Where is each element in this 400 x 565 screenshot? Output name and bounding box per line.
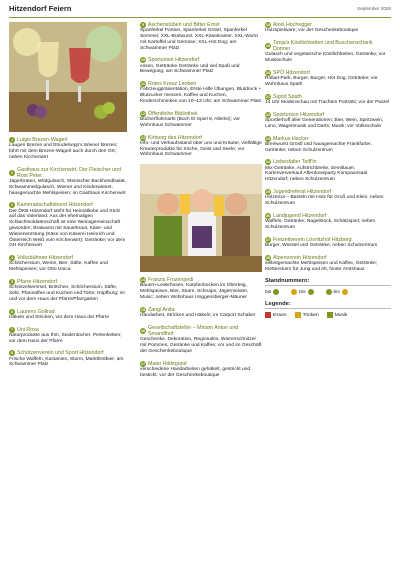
vendor-description: Fahrzeugpräsentation, Erste Hilfe Übungen, Blutdruck + Blutzucker messen, Kaffee und Kuchen, Kinderschminken von 10–13 Uhr; am Schwammer Platz xyxy=(140,87,262,104)
vendor-entry xyxy=(140,22,262,51)
stand-number-badge: 5 xyxy=(10,279,14,284)
vendor-entry xyxy=(9,279,127,303)
stand-number-badge: 12 xyxy=(140,111,146,116)
wine-glasses-photo xyxy=(9,22,127,132)
stand-number-badge: 11 xyxy=(140,82,145,87)
vendor-title-text: Rotes Kreuz Leoben xyxy=(148,81,197,88)
vendor-description: Spanferkel Portion, Spanferkel Gröstl, Spanferkel Semmel, XXL-Bratwurst, XXL-Käsekrainer, XXL-Wurst mit Kartoffel und Gemüse; XXL-Hot Dog; am Schwammer Platz xyxy=(140,28,258,51)
vendor-title-text: Jugendreferat Hitzendorf xyxy=(273,188,332,195)
vendor-description: Rollad-Park, Burger, Burger, Hot Dog, Getränke; vor Wohnhaus Spath xyxy=(265,76,378,87)
vendor-entry xyxy=(265,112,391,130)
stand-number-badge: 8 xyxy=(10,351,14,356)
vendor-title-text: Uni Rosa xyxy=(17,326,39,333)
vendor-description: Breinwurst Gröstl und hausgemachte Frankfurter, Getränke; neben Schulzentrum xyxy=(265,141,372,153)
stand-number-badge: 16 xyxy=(140,328,146,333)
vendor-title-text: Maier Hildegund xyxy=(148,360,187,367)
column-1 xyxy=(9,22,127,557)
legend-musik: Musik xyxy=(334,312,348,318)
vendor-description: Mix-Getränke, Aufstrichbreite, Semiltauer, Kartenververkauf Afterdowsparty Kompaunsaal Hitzendorf; neben Schulzentrum xyxy=(265,165,368,183)
vendor-description: Burger, Würstel und Getränke; neben Schulzentrum xyxy=(265,242,378,248)
vendor-entry xyxy=(265,70,391,88)
vendor-description: Bauern-Lederhosen, Karpfenbocken im Oberteig, Mehlspeisen, Bier, Sturm, Schnaps, Jägermeister, Music; neben Wohnhaus Hoggensberger-Mäuner xyxy=(140,283,249,300)
page-date: September 2026 xyxy=(357,6,391,11)
vendor-title-text: Zangl Anita xyxy=(148,306,175,313)
vendor-entry xyxy=(140,111,262,129)
vendor-description: Holzspielware; vor der Geschenkeboutique xyxy=(265,28,359,34)
stand-number-badge: 6 xyxy=(10,309,14,314)
stand-number-badge: 18 xyxy=(265,23,271,27)
vendor-description: verschiedene Handarbeiten gehäkelt, gestrickt und bestickt; vor der Geschenkeboutique xyxy=(140,366,251,378)
vendor-description: Frische Waffeln, Kastanien, Sturm, Marktfestbier; am Schwammer Platz xyxy=(9,356,124,368)
vendor-title-text: Alpenverein Hitzendorf xyxy=(273,254,327,261)
vendor-description: Laugen Brezen und Strudelsepp's Wiener Brezen; führt mit dem Brezen-Wagerl auch durch den Ort; neben Kirchenwirt xyxy=(9,143,118,160)
music-icon xyxy=(327,312,333,318)
vendor-entry xyxy=(265,159,391,183)
stand-number-badge: 17 xyxy=(140,361,146,366)
vendor-description: essen, Gettränke Getränke und viel Spaß und Bewegung; am Schwammer Platz xyxy=(140,63,240,75)
vendor-description: Naturprodukte aus Ihm, Seidentücher, Perlenketten; vor dem Haus der Pfarre xyxy=(9,332,122,344)
vendor-description: Waffeln, Getränke, Nagelstock, Schätzspiel; neben Schulzentrum xyxy=(265,218,376,230)
standnummern-title: Standnummern: xyxy=(265,278,391,286)
vendor-title-text: Franzis Frozenpedi xyxy=(148,277,194,284)
vendor-title-text: Sportunion Hitzendorf xyxy=(273,111,325,118)
stand-number-badge: 21 xyxy=(265,94,271,99)
vendor-entry xyxy=(265,213,391,231)
vendor-description: Der ÖKB Hitzendorf steht für Heimatliebe und Stolz auf das Vaterland. Aus der ehemaligen Schlachtsoldatenschaft ist eine Weinsgemeinschaft geworden; Bratwurst mit Sauerkraut, Käse- und Wienerwürstung (Käse von Käserei Heinrich und Österreich Weiß vom Kirchenwirt); Getränke; vor dem GH Kirchenwirt xyxy=(9,208,126,249)
vendor-title-text: Laurens Gollrad xyxy=(17,308,55,315)
vendor-title xyxy=(140,325,262,337)
stand-number-badge: 23 xyxy=(265,136,271,141)
vendor-entry xyxy=(9,327,127,345)
vendor-description: Jägerbraten, Wildgulasch, Steirischer Backhendlsalat, Schwammerlgulasch, Wiener und Kinderwienet, hausgemachte Mehlspeisen; im Gasthaus Kirchenwirt xyxy=(9,179,126,196)
vendor-description: Handarbeit, Stricken und Häkeln; im Carport Schaber xyxy=(140,312,256,318)
stand-number-badge: 15 xyxy=(140,307,146,312)
vendor-title-text: Gasthaus zur Kirchenwirt, Der Fleischer und Rost Peter xyxy=(17,166,121,179)
vendor-title-text: SPÖ Hitzendorf xyxy=(273,70,310,76)
vendor-title-text: Gesellschaftsteller – Miriam Anton und Smandlhof xyxy=(148,324,239,337)
legend-title: Legende: xyxy=(265,301,391,309)
range-2-label: bis xyxy=(299,289,306,295)
vendor-description: Info- und Verkaufsstand über uns und Kräuter, vielfältige Kräuterprodukte für Küche, Geist und Seele; vor Wohnhaus Schwammer xyxy=(140,140,262,158)
stand-number-badge: 14 xyxy=(140,278,146,283)
stand-number-badge: 25 xyxy=(265,189,271,194)
vendor-title-text: Liebesfalter Teiff'in xyxy=(273,159,317,166)
vendor-title-text: Öffentliche Bibliothek xyxy=(148,110,198,117)
legend-essen: Essen xyxy=(273,312,287,318)
range-1-label: bis xyxy=(265,289,272,295)
standnummern-row xyxy=(265,289,391,295)
stand-number-badge: 10 xyxy=(140,58,146,63)
vendor-description: Holzerixx – Basteln mit Holz für Groß und Klein; neben Schulzentrum xyxy=(265,195,384,206)
vendor-entry xyxy=(140,135,262,159)
vendor-entry xyxy=(140,277,262,301)
vendor-entry xyxy=(9,137,127,161)
vendor-description: Schnitzelsemmel, Brötchen, Schilcherstum, Säfte, Sekt, Pfannaffee und Kuchen und Torte; Hüpfburg; im und vor dem Haus der Pfarre/Pfarrgarten xyxy=(9,285,125,302)
vendor-title-text: Landjugend Hitzendorf xyxy=(273,212,327,219)
vendor-entry xyxy=(265,94,391,106)
yellow-dot-icon xyxy=(342,289,348,295)
vendor-title-text: Alois Hochegger xyxy=(273,22,312,28)
vendor-title-text: Tanja's Köstlichkeiten und Buschenschank Donner xyxy=(273,40,373,53)
page-header xyxy=(9,4,391,18)
vendor-entry xyxy=(140,361,262,379)
stand-number-badge: 19 xyxy=(265,44,271,49)
green-dot-icon xyxy=(326,289,332,295)
green-dot-icon xyxy=(273,289,279,295)
vendor-entry xyxy=(140,325,262,355)
vendor-title xyxy=(9,167,127,179)
column-3 xyxy=(265,22,391,557)
vendor-title-text: Sportunion Hitzendorf xyxy=(148,57,200,64)
vendor-description: Geschenke, Dekoration, Regionales, Wienerschnitzel mit Pommes, Getränke und Kaffee; vor und im Geschäft der Geschenkeboutique xyxy=(140,337,262,354)
vendor-title-text: Sigrid Spath xyxy=(273,93,302,100)
stand-number-badge: 22 xyxy=(265,112,271,117)
vendor-description: Häkeln und Stricken; vor dem Haus der Pfarre xyxy=(9,314,110,320)
vendor-entry xyxy=(9,167,127,197)
vendor-description: Bücherflohmarkt (Buch El Spiel 8, Allerlei); vor Wohnhaus Schwammer xyxy=(140,116,241,128)
vendor-title-text: Markus Hacker xyxy=(273,135,309,142)
vendor-entry xyxy=(9,255,127,273)
vendor-title-text: Kirbung des Hitzendorf xyxy=(148,134,202,141)
legend-trinken: Trinken xyxy=(302,312,319,318)
stand-number-badge: 2 xyxy=(10,170,14,175)
vendor-title-text: Luigis Brezen-Wagerl xyxy=(17,137,68,143)
vendor-title-text: Kameradschaftsbund Hitzendorf xyxy=(17,202,93,209)
vendor-entry xyxy=(140,57,262,75)
vendor-entry xyxy=(140,81,262,105)
vendor-description: Schilcherstum, Weine, Bier, Säfte, Kaffee und Mehlspeisen; vor Otto Unica xyxy=(9,261,108,273)
stand-number-badge: 7 xyxy=(10,327,14,332)
vendor-title-text: Pfarre Hitzendorf xyxy=(17,278,58,285)
vendor-title-text: Volksbühnen Hitzendorf xyxy=(17,255,73,262)
range-3-label: bis xyxy=(333,289,340,295)
oktoberfest-people-photo xyxy=(140,164,262,272)
vendor-entry xyxy=(9,350,127,368)
stand-number-badge: 28 xyxy=(265,255,271,260)
vendor-entry xyxy=(140,307,262,319)
vendor-title-text: Freizeitverein Lösnitzhof Hitzberg xyxy=(273,236,352,243)
vendor-description: 14 Uhr Modenschau mit Trachten Porträts; vor der Pwizel xyxy=(265,100,390,105)
vendor-entry xyxy=(9,309,127,321)
vendor-description: Gulasch und vegetarische Köstlichkeiten, Getränke; vor Musikschule xyxy=(265,52,386,64)
yellow-dot-icon xyxy=(291,289,297,295)
stand-number-badge: 27 xyxy=(265,237,271,242)
vendor-entry xyxy=(265,22,391,34)
green-dot-icon xyxy=(308,289,314,295)
vendor-entry xyxy=(265,189,391,207)
stand-number-badge: 13 xyxy=(140,135,146,140)
vendor-title xyxy=(265,40,391,52)
legend-row xyxy=(265,312,391,318)
vendor-title-text: Aschenstüberl und Bitter Ernst xyxy=(148,22,220,28)
stand-number-badge: 3 xyxy=(10,203,14,208)
vendor-entry xyxy=(265,40,391,64)
stand-number-badge: 1 xyxy=(10,138,14,142)
vendor-entry xyxy=(265,255,391,273)
standnummern-section xyxy=(265,278,391,318)
food-icon xyxy=(265,312,271,318)
stand-number-badge: 9 xyxy=(141,23,145,27)
stand-number-badge: 4 xyxy=(10,256,14,261)
vendor-description: Sportlerhoff aller Generationen; Bier, Wein, Spritzwein, Limo, Wagerlmusik und Darts; Musik; vor Volksschule xyxy=(265,118,384,129)
vendor-title-text: Schützenverein und Sport Hitzendorf xyxy=(17,350,104,357)
vendor-entry xyxy=(265,136,391,154)
vendor-entry xyxy=(9,202,127,249)
drink-icon xyxy=(295,312,301,318)
stand-number-badge: 24 xyxy=(265,160,271,165)
page-title: Hitzendorf Feiern xyxy=(9,4,72,13)
vendor-description: selbstgemachte Mehlspeisen und Kaffee, Getränke; Klettersturm für Jung und Alt, hinter Amtshaus xyxy=(265,260,378,272)
vendor-entry xyxy=(265,237,391,249)
stand-number-badge: 20 xyxy=(265,71,271,75)
column-2 xyxy=(140,22,262,557)
stand-number-badge: 26 xyxy=(265,213,271,218)
